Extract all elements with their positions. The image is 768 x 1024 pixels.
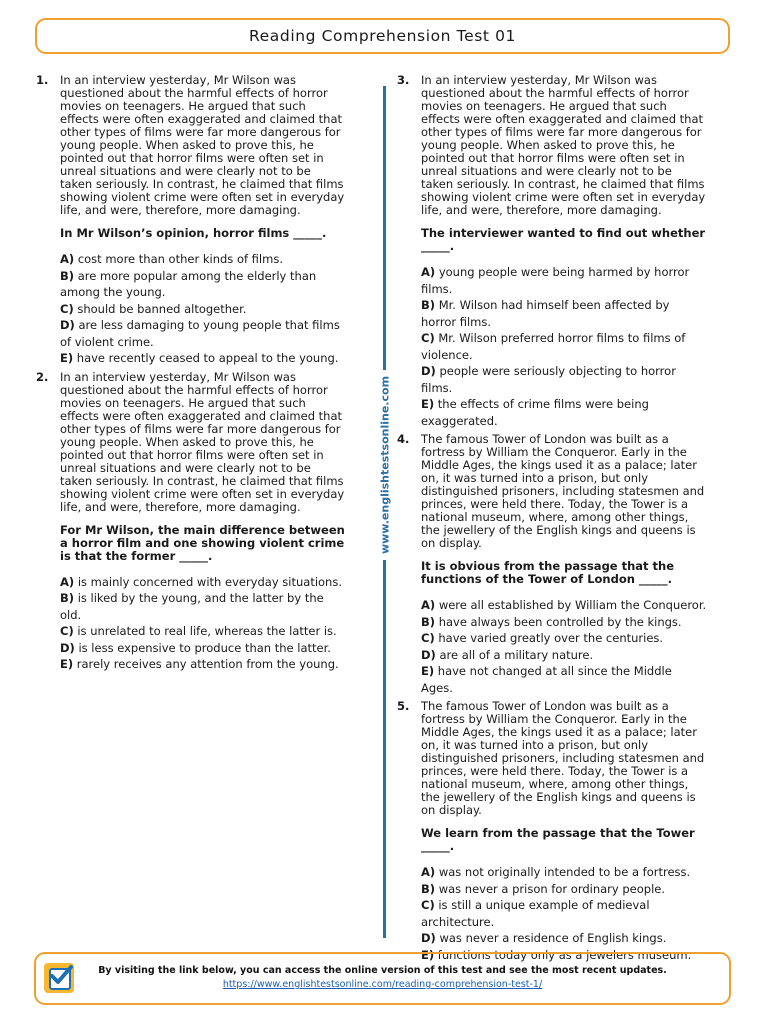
question-4 [395,433,707,696]
option-c: C) is unrelated to real life, whereas the latter is. [60,624,337,638]
question-number: 1. [36,73,49,87]
option-d: D) was never a residence of English kings. [421,931,667,945]
question-stem: For Mr Wilson, the main difference between a horror film and one showing violent crime is that the former _____. [60,522,345,563]
question-number: 2. [36,369,49,384]
question-stem: We learn from the passage that the Tower _____. [421,826,695,853]
left-column [34,74,346,677]
passage-text: The famous Tower of London was built as a fortress by William the Conqueror. Early in the Middle Ages, the kings used it as a palace; later on, it was turned into a prison, but only distinguished prisoners, including statesmen and princes, were held there. Today, the Tower is a national museum, where, among other things, the jewellery of the English kings and queens is on display. [421,432,705,550]
option-b: B) Mr. Wilson had himself been affected by horror films. [421,298,670,329]
passage-text: In an interview yesterday, Mr Wilson was questioned about the harmful effects of horror movies on teenagers. He argued that such effects were often exaggerated and claimed that other types of films were far more dangerous for young people. When asked to prove this, he pointed out that horror films were often set in unreal situations and were clearly not to be taken seriously. In contrast, he claimed that films showing violent crime were often set in everyday life, and were, therefore, more damaging. [421,73,706,217]
footer-message: By visiting the link below, you can access the online version of this test and see the most recent updates. [98,965,667,976]
question-3 [395,74,707,429]
option-a: A) young people were being harmed by horror films. [421,265,690,296]
option-d: D) is less expensive to produce than the latter. [60,640,331,655]
option-b: B) was never a prison for ordinary people. [421,881,665,896]
option-b: B) is liked by the young, and the latter by the old. [60,591,324,622]
right-column [395,74,707,967]
passage-text: In an interview yesterday, Mr Wilson was questioned about the harmful effects of horror movies on teenagers. He argued that such effects were often exaggerated and claimed that other types of films were far more dangerous for young people. When asked to prove this, he pointed out that horror films were often set in unreal situations and were clearly not to be taken seriously. In contrast, he claimed that films showing violent crime were often set in everyday life, and were, therefore, more damaging. [60,369,345,514]
site-url-vertical: www.englishtestsonline.com [379,370,392,560]
question-1 [34,74,346,367]
option-e: E) functions today only as a jewelers museum. [421,947,692,962]
option-e: E) the effects of crime films were being exaggerated. [421,397,649,428]
footer-box [34,952,731,1005]
question-stem: In Mr Wilson’s opinion, horror films _____. [60,226,327,240]
option-e: E) have recently ceased to appeal to the young. [60,351,339,365]
option-e: E) rarely receives any attention from the young. [60,657,339,671]
option-b: B) are more popular among the elderly than among the young. [60,268,317,299]
online-test-link[interactable]: https://www.englishtestsonline.com/reading-comprehension-test-1/ [222,979,543,990]
question-number: 4. [397,432,410,446]
question-stem: The interviewer wanted to find out whether _____. [421,226,706,253]
page-title: Reading Comprehension Test 01 [248,27,517,45]
option-a: A) cost more than other kinds of films. [60,252,283,266]
option-c: C) Mr. Wilson preferred horror films to films of violence. [421,331,686,362]
passage-text: The famous Tower of London was built as a fortress by William the Conqueror. Early in the Middle Ages, the kings used it as a palace; later on, it was turned into a prison, but only distinguished prisoners, including statesmen and princes, were held there. Today, the Tower is a national museum, where, among other things, the jewellery of the English kings and queens is on display. [421,699,705,817]
option-a: A) were all established by William the Conqueror. [421,598,707,612]
option-c: C) should be banned altogether. [60,301,247,316]
question-2 [34,371,346,673]
option-d: D) are less damaging to young people that films of violent crime. [60,318,340,349]
option-b: B) have always been controlled by the kings. [421,614,682,629]
option-c: C) is still a unique example of medieval architecture. [421,898,650,929]
question-number: 5. [397,699,410,713]
title-box [35,18,730,54]
option-d: D) are all of a military nature. [421,647,594,662]
question-5 [395,700,707,963]
option-c: C) have varied greatly over the centuries. [421,631,664,645]
question-number: 3. [397,73,410,87]
option-a: A) was not originally intended to be a fortress. [421,865,691,879]
question-stem: It is obvious from the passage that the functions of the Tower of London _____. [421,559,675,586]
option-e: E) have not changed at all since the Middle Ages. [421,664,672,695]
option-d: D) people were seriously objecting to horror films. [421,364,676,395]
option-a: A) is mainly concerned with everyday situations. [60,574,342,589]
passage-text: In an interview yesterday, Mr Wilson was questioned about the harmful effects of horror movies on teenagers. He argued that such effects were often exaggerated and claimed that other types of films were far more dangerous for young people. When asked to prove this, he pointed out that horror films were often set in unreal situations and were clearly not to be taken seriously. In contrast, he claimed that films showing violent crime were often set in everyday life, and were, therefore, more damaging. [60,73,345,217]
